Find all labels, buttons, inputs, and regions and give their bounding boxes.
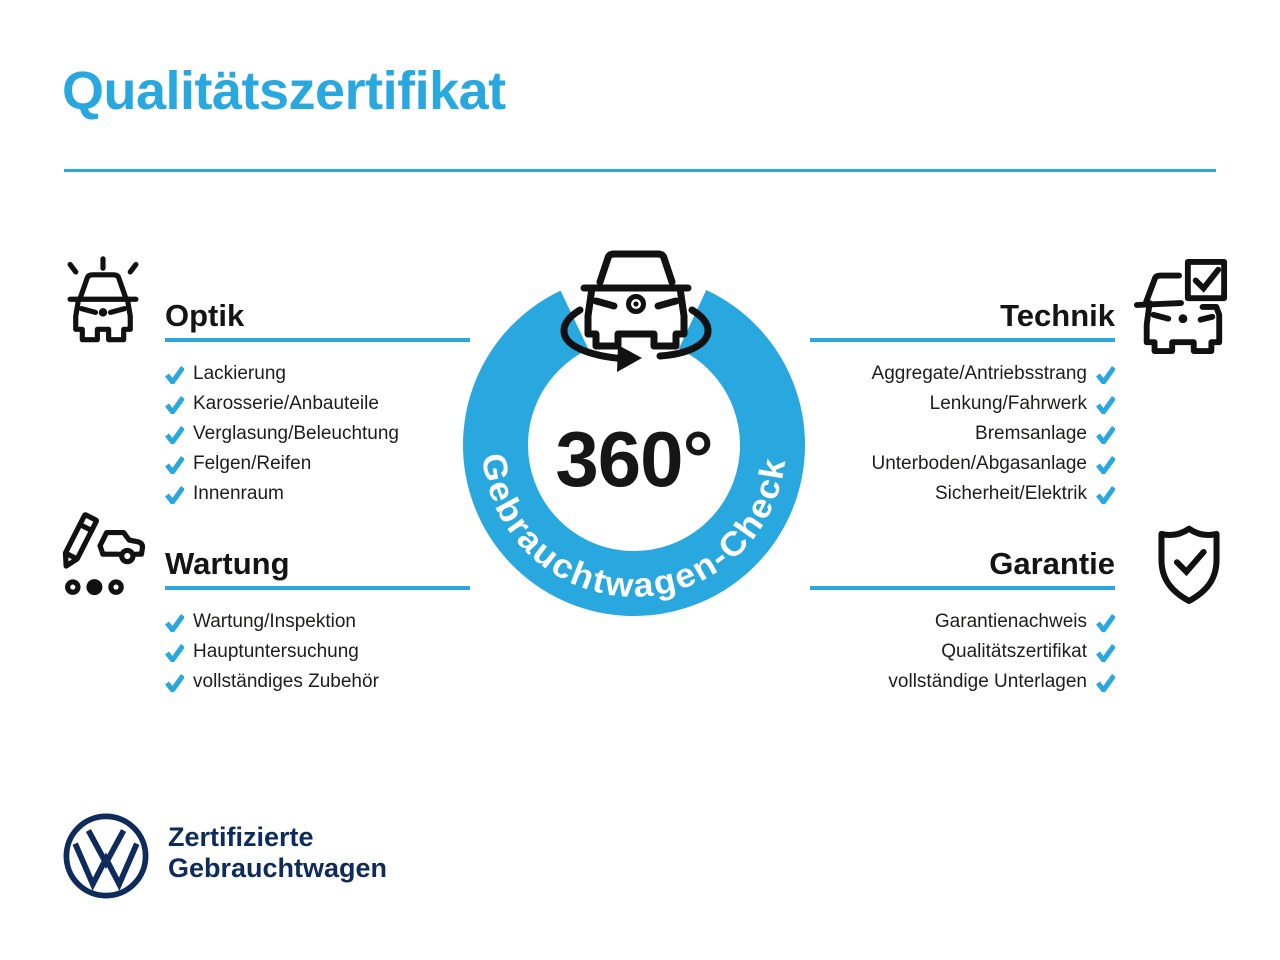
check-icon [165, 485, 184, 504]
shield-check-icon [1146, 518, 1232, 610]
check-icon [1096, 485, 1115, 504]
checklist-wartung [165, 607, 470, 697]
section-wartung [165, 545, 470, 697]
checklist-item [810, 449, 1115, 479]
checklist-item-label: Garantienachweis [934, 611, 1087, 632]
checklist-optik [165, 359, 470, 509]
checklist-item-label: Qualitätszertifikat [941, 641, 1087, 662]
pencil-car-icon [54, 510, 148, 604]
degree-label: 360° [555, 415, 713, 503]
check-icon [1096, 613, 1115, 632]
ring-label: Gebrauchtwagen-Check [473, 450, 794, 606]
check-icon [165, 365, 184, 384]
check-icon [165, 643, 184, 662]
checklist-item [165, 667, 470, 697]
check-icon [1096, 673, 1115, 692]
check-icon [165, 455, 184, 474]
footer-brand-text [168, 822, 387, 884]
vw-logo [62, 812, 150, 900]
checklist-item [810, 607, 1115, 637]
footer-line2: Gebrauchtwagen [168, 853, 388, 883]
checklist-item-label: Lenkung/Fahrwerk [929, 393, 1087, 414]
section-divider [810, 586, 1115, 590]
section-title-garantie: Garantie [989, 546, 1115, 581]
checklist-garantie [810, 607, 1115, 697]
checklist-item-label: Hauptuntersuchung [193, 641, 359, 662]
checklist-item-label: vollständiges Zubehör [193, 671, 379, 692]
checklist-item [810, 667, 1115, 697]
checklist-item [165, 359, 470, 389]
car-checkbox-icon [1132, 256, 1230, 354]
check-icon [1096, 643, 1115, 662]
checklist-item-label: Bremsanlage [975, 423, 1087, 444]
car-shine-icon [56, 256, 150, 350]
rotating-car-icon [556, 246, 718, 372]
checklist-item-label: Unterboden/Abgasanlage [871, 453, 1087, 474]
checklist-item [810, 359, 1115, 389]
checklist-item [165, 607, 470, 637]
section-divider [810, 338, 1115, 342]
check-icon [165, 425, 184, 444]
check-icon [165, 395, 184, 414]
check-icon [1096, 425, 1115, 444]
section-technik [810, 297, 1115, 509]
check-icon [165, 673, 184, 692]
checklist-item [165, 637, 470, 667]
checklist-item [810, 389, 1115, 419]
checklist-item [165, 449, 470, 479]
checklist-item [165, 389, 470, 419]
page-title: Qualitätszertifikat [62, 61, 506, 121]
checklist-technik [810, 359, 1115, 509]
section-title-technik: Technik [1000, 298, 1115, 333]
checklist-item [810, 637, 1115, 667]
checklist-item-label: Innenraum [193, 483, 284, 504]
checklist-item-label: Aggregate/Antriebsstrang [871, 363, 1087, 384]
section-title-optik: Optik [165, 298, 245, 333]
section-title-wartung: Wartung [165, 546, 290, 581]
checklist-item-label: Wartung/Inspektion [193, 611, 356, 632]
checklist-item [165, 419, 470, 449]
check-icon [1096, 365, 1115, 384]
checklist-item [810, 419, 1115, 449]
checklist-item-label: Karosserie/Anbauteile [193, 393, 379, 414]
checklist-item-label: Felgen/Reifen [193, 453, 312, 474]
footer-line1: Zertifizierte [168, 822, 314, 852]
section-divider [165, 586, 470, 590]
checklist-item [810, 479, 1115, 509]
checklist-item-label: vollständige Unterlagen [888, 671, 1087, 692]
checklist-item-label: Verglasung/Beleuchtung [193, 423, 399, 444]
title-divider [64, 169, 1216, 172]
section-optik [165, 297, 470, 509]
section-garantie [810, 545, 1115, 697]
checklist-item [165, 479, 470, 509]
checklist-item-label: Sicherheit/Elektrik [934, 483, 1087, 504]
section-divider [165, 338, 470, 342]
check-icon [165, 613, 184, 632]
check-icon [1096, 455, 1115, 474]
checklist-item-label: Lackierung [193, 363, 286, 384]
check-icon [1096, 395, 1115, 414]
